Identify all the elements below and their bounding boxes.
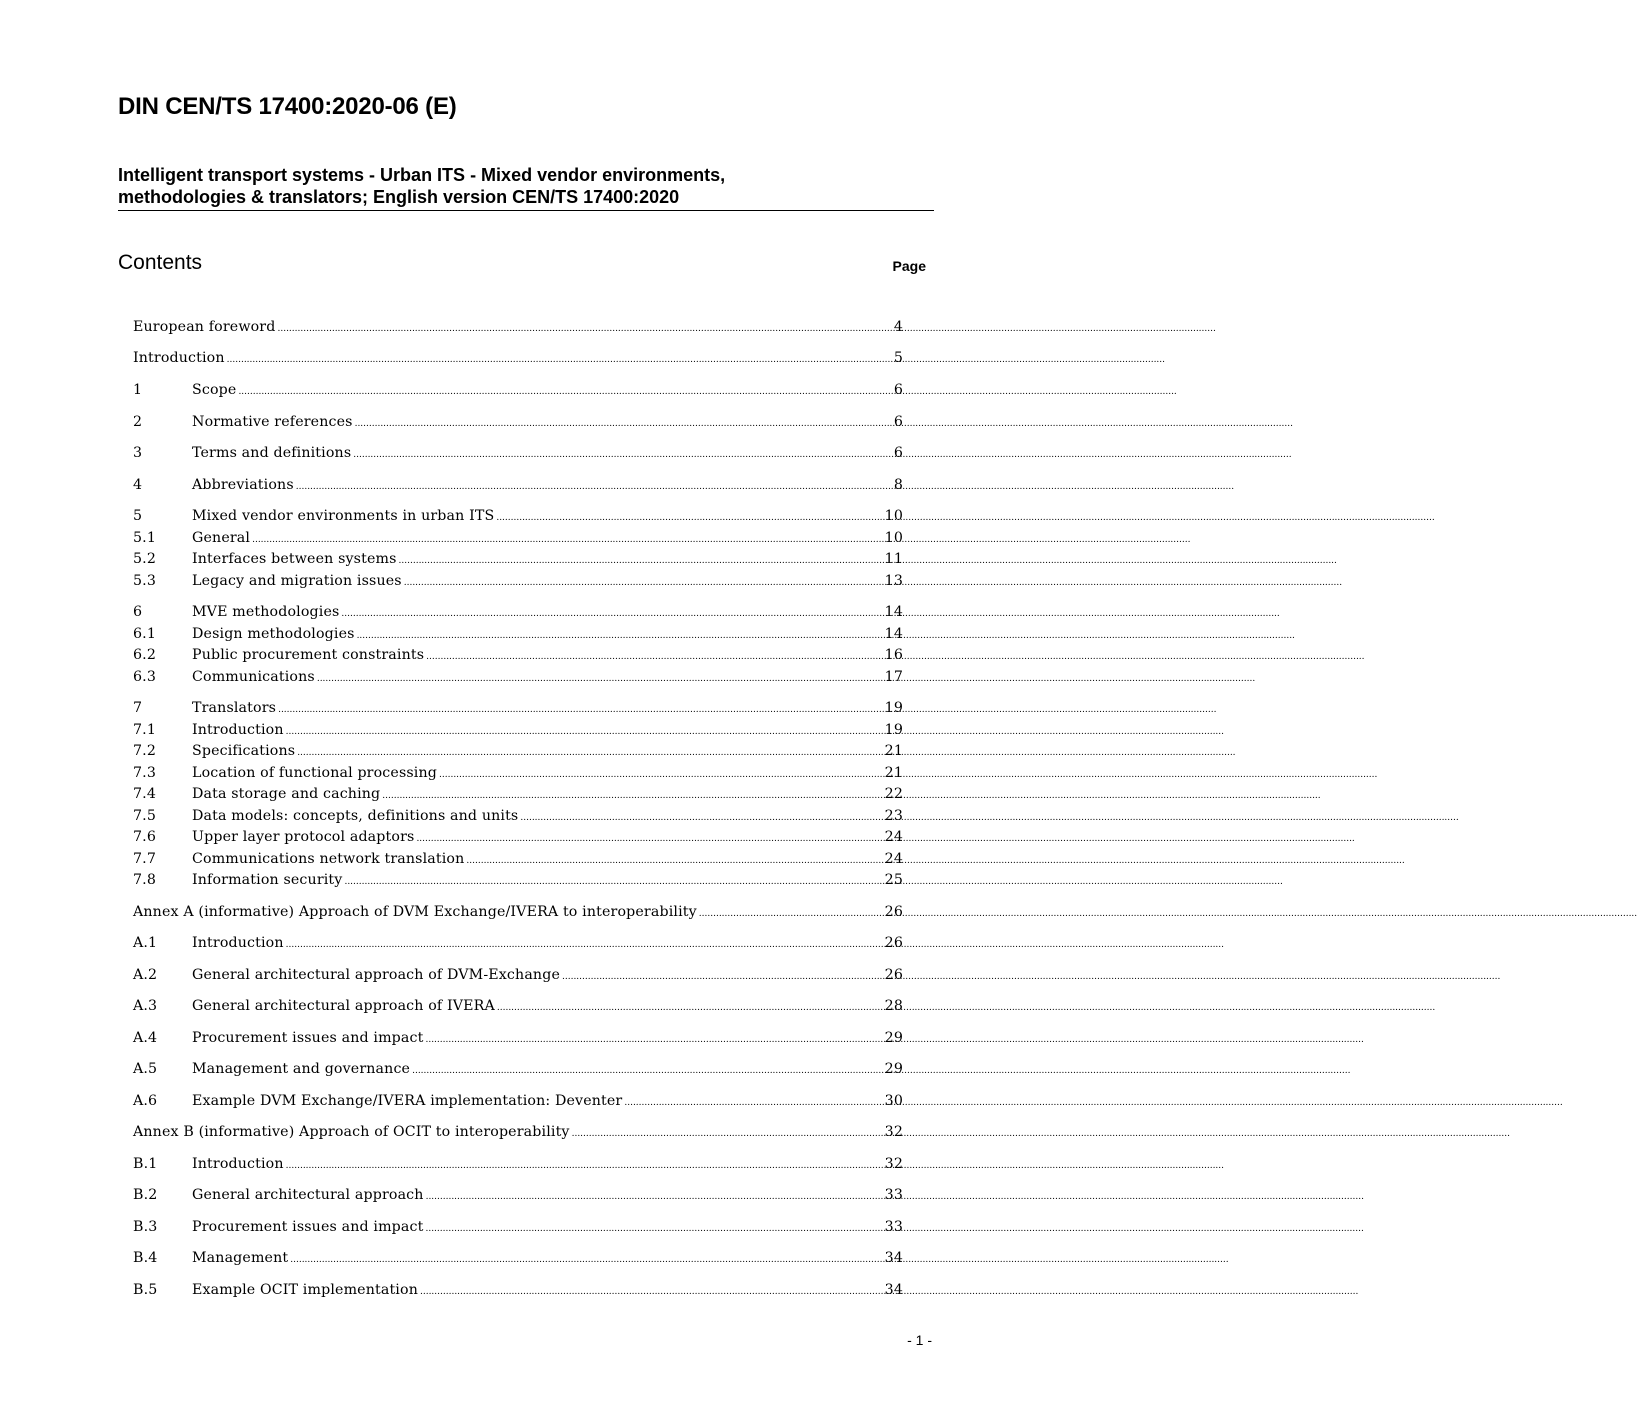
toc-entry-title: Communications network translation <box>192 851 465 867</box>
toc-entry[interactable] <box>133 1185 903 1205</box>
toc-entry-title: Communications <box>192 669 315 685</box>
toc-entry-page: 5 <box>893 350 903 366</box>
toc-entry-title: Introduction <box>192 935 284 951</box>
toc-entry[interactable] <box>133 506 903 526</box>
toc-entry-number: 5.3 <box>133 573 157 589</box>
toc-entry-title: Procurement issues and impact <box>192 1030 424 1046</box>
toc-entry-title: Data storage and caching <box>192 786 381 802</box>
toc-entry[interactable] <box>133 571 903 591</box>
toc-entry[interactable] <box>133 902 903 922</box>
toc-entry[interactable] <box>133 348 903 368</box>
toc-entry-number: 7.6 <box>133 829 157 845</box>
toc-entry-number: B.1 <box>133 1156 158 1172</box>
toc-entry[interactable] <box>133 667 903 687</box>
toc-entry[interactable] <box>133 870 903 890</box>
toc-entry-page: 4 <box>893 319 903 335</box>
toc-entry[interactable] <box>133 1280 903 1300</box>
toc-entry[interactable] <box>133 528 903 548</box>
toc-entry-number: A.5 <box>133 1061 158 1077</box>
toc-dot-leader <box>294 477 894 497</box>
toc-entry-page: 17 <box>884 669 903 685</box>
toc-entry-page: 13 <box>884 573 903 589</box>
toc-entry-title: Legacy and migration issues <box>192 573 402 589</box>
toc-dot-leader <box>423 1030 884 1050</box>
toc-entry-page: 26 <box>884 935 903 951</box>
toc-entry-title: Management and governance <box>192 1061 411 1077</box>
toc-dot-leader <box>437 765 885 785</box>
toc-entry-title: Annex A (informative) Approach of DVM Exchange/IVERA to interoperability <box>133 904 697 920</box>
toc-entry-number: B.3 <box>133 1219 158 1235</box>
toc-entry-title: Public procurement constraints <box>192 647 425 663</box>
document-subtitle <box>118 164 934 208</box>
toc-dot-leader <box>402 573 885 593</box>
toc-entry[interactable] <box>133 763 903 783</box>
toc-entry-title: Management <box>192 1250 289 1266</box>
toc-entry-title: Annex B (informative) Approach of OCIT to interoperability <box>133 1124 570 1140</box>
toc-entry-number: 7.2 <box>133 743 157 759</box>
toc-dot-leader <box>397 551 885 571</box>
toc-entry-page: 14 <box>884 604 903 620</box>
toc-entry-page: 33 <box>884 1219 903 1235</box>
toc-entry-number: 3 <box>133 445 143 461</box>
toc-dot-leader <box>418 1282 885 1302</box>
toc-dot-leader <box>225 350 894 370</box>
toc-dot-leader <box>284 722 885 742</box>
toc-entry-page: 34 <box>884 1282 903 1298</box>
toc-entry-number: A.6 <box>133 1093 158 1109</box>
toc-entry-number: B.5 <box>133 1282 158 1298</box>
toc-entry[interactable] <box>133 549 903 569</box>
toc-entry[interactable] <box>133 602 903 622</box>
toc-entry[interactable] <box>133 475 903 495</box>
toc-entry[interactable] <box>133 412 903 432</box>
toc-entry-title: General architectural approach <box>192 1187 424 1203</box>
toc-entry-title: Information security <box>192 872 343 888</box>
toc-dot-leader <box>414 829 884 849</box>
toc-entry[interactable] <box>133 624 903 644</box>
toc-entry-page: 24 <box>884 851 903 867</box>
toc-entry-title: Introduction <box>192 1156 284 1172</box>
toc-dot-leader <box>284 935 885 955</box>
toc-dot-leader <box>518 808 884 828</box>
toc-entry-title: Design methodologies <box>192 626 355 642</box>
toc-entry-title: Terms and definitions <box>192 445 352 461</box>
toc-entry-number: B.4 <box>133 1250 158 1266</box>
toc-entry-page: 25 <box>884 872 903 888</box>
toc-entry-title: Abbreviations <box>192 477 294 493</box>
toc-entry-number: B.2 <box>133 1187 158 1203</box>
toc-entry-page: 28 <box>884 998 903 1014</box>
toc-entry-number: 5.1 <box>133 530 157 546</box>
toc-entry[interactable] <box>133 849 903 869</box>
contents-heading: Contents <box>118 251 203 274</box>
toc-dot-leader <box>275 319 893 339</box>
toc-entry[interactable] <box>133 1091 903 1111</box>
toc-entry-number: 7.3 <box>133 765 157 781</box>
toc-entry-title: Interfaces between systems <box>192 551 397 567</box>
toc-entry-title: General architectural approach of DVM-Exchange <box>192 967 560 983</box>
toc-entry-number: 2 <box>133 414 143 430</box>
page-number: - 1 - <box>907 1332 932 1348</box>
toc-dot-leader <box>295 743 884 763</box>
toc-entry[interactable] <box>133 1059 903 1079</box>
toc-entry[interactable] <box>133 317 903 337</box>
toc-dot-leader <box>342 872 884 892</box>
toc-entry-number: 6.3 <box>133 669 157 685</box>
toc-entry-title: General <box>192 530 251 546</box>
toc-entry-number: 7.8 <box>133 872 157 888</box>
title-divider <box>118 210 934 211</box>
toc-entry-number: 6.2 <box>133 647 157 663</box>
toc-entry-title: Specifications <box>192 743 296 759</box>
toc-entry-title: Data models: concepts, definitions and units <box>192 808 519 824</box>
toc-entry-title: MVE methodologies <box>192 604 340 620</box>
toc-entry-page: 10 <box>884 530 903 546</box>
toc-entry-number: A.4 <box>133 1030 158 1046</box>
toc-entry-title: General architectural approach of IVERA <box>192 998 495 1014</box>
toc-entry-number: 6.1 <box>133 626 157 642</box>
toc-entry-page: 11 <box>884 551 903 567</box>
toc-entry-page: 8 <box>893 477 903 493</box>
toc-entry-page: 32 <box>884 1156 903 1172</box>
toc-entry-number: 6 <box>133 604 143 620</box>
toc-entry-number: 7 <box>133 700 143 716</box>
toc-entry-title: Normative references <box>192 414 353 430</box>
toc-entry-page: 19 <box>884 700 903 716</box>
toc-entry[interactable] <box>133 996 903 1016</box>
toc-entry-number: A.1 <box>133 935 158 951</box>
toc-entry[interactable] <box>133 380 903 400</box>
toc-entry-page: 6 <box>893 382 903 398</box>
toc-entry-title: European foreword <box>133 319 276 335</box>
toc-entry-title: Introduction <box>192 722 284 738</box>
toc-entry-page: 29 <box>884 1061 903 1077</box>
toc-entry-number: 7.7 <box>133 851 157 867</box>
toc-dot-leader <box>380 786 884 806</box>
toc-dot-leader <box>464 851 884 871</box>
toc-entry-page: 6 <box>893 414 903 430</box>
toc-dot-leader <box>494 508 884 528</box>
toc-entry[interactable] <box>133 1248 903 1268</box>
toc-dot-leader <box>284 1156 885 1176</box>
toc-entry-page: 21 <box>884 743 903 759</box>
toc-entry-page: 32 <box>884 1124 903 1140</box>
toc-entry[interactable] <box>133 1154 903 1174</box>
toc-dot-leader <box>288 1250 884 1270</box>
toc-entry[interactable] <box>133 965 903 985</box>
toc-entry-title: Introduction <box>133 350 225 366</box>
toc-entry-page: 16 <box>884 647 903 663</box>
toc-entry-number: A.3 <box>133 998 158 1014</box>
toc-dot-leader <box>276 700 885 720</box>
toc-entry[interactable] <box>133 1217 903 1237</box>
toc-entry[interactable] <box>133 443 903 463</box>
toc-entry[interactable] <box>133 645 903 665</box>
subtitle-line-1: Intelligent transport systems - Urban ITS - Mixed vendor environments, <box>118 165 726 185</box>
toc-entry-title: Location of functional processing <box>192 765 438 781</box>
toc-entry-title: Mixed vendor environments in urban ITS <box>192 508 495 524</box>
toc-entry-page: 14 <box>884 626 903 642</box>
toc-entry-title: Translators <box>192 700 277 716</box>
document-title: DIN CEN/TS 17400:2020-06 (E) <box>118 93 457 120</box>
toc-entry-page: 19 <box>884 722 903 738</box>
toc-entry-page: 23 <box>884 808 903 824</box>
toc-entry[interactable] <box>133 741 903 761</box>
toc-dot-leader <box>353 414 894 434</box>
toc-dot-leader <box>250 530 885 550</box>
toc-entry-page: 33 <box>884 1187 903 1203</box>
toc-entry-title: Upper layer protocol adaptors <box>192 829 415 845</box>
toc-dot-leader <box>423 1219 884 1239</box>
toc-dot-leader <box>697 904 885 924</box>
toc-entry-page: 34 <box>884 1250 903 1266</box>
subtitle-line-2: methodologies & translators; English version CEN/TS 17400:2020 <box>118 187 680 207</box>
toc-entry-page: 21 <box>884 765 903 781</box>
toc-entry[interactable] <box>133 933 903 953</box>
toc-dot-leader <box>560 967 885 987</box>
toc-dot-leader <box>236 382 893 402</box>
toc-entry-page: 29 <box>884 1030 903 1046</box>
toc-entry[interactable] <box>133 806 903 826</box>
toc-dot-leader <box>424 1187 885 1207</box>
toc-entry[interactable] <box>133 720 903 740</box>
toc-entry-number: 7.4 <box>133 786 157 802</box>
toc-entry-number: 4 <box>133 477 143 493</box>
toc-dot-leader <box>424 647 884 667</box>
toc-dot-leader <box>315 669 885 689</box>
toc-dot-leader <box>355 626 885 646</box>
toc-entry-title: Scope <box>192 382 237 398</box>
toc-entry-number: 5 <box>133 508 143 524</box>
toc-entry-page: 30 <box>884 1093 903 1109</box>
toc-entry-title: Example DVM Exchange/IVERA implementation: Deventer <box>192 1093 623 1109</box>
toc-entry-number: 7.5 <box>133 808 157 824</box>
toc-entry-page: 24 <box>884 829 903 845</box>
toc-entry-number: 7.1 <box>133 722 157 738</box>
toc-dot-leader <box>622 1093 884 1113</box>
toc-entry[interactable] <box>133 1028 903 1048</box>
toc-entry[interactable] <box>133 698 903 718</box>
toc-dot-leader <box>339 604 884 624</box>
toc-entry-page: 26 <box>884 967 903 983</box>
page-column-heading: Page <box>892 258 926 274</box>
toc-dot-leader <box>410 1061 885 1081</box>
toc-entry-number: 5.2 <box>133 551 157 567</box>
toc-entry[interactable] <box>133 1122 903 1142</box>
toc-entry[interactable] <box>133 827 903 847</box>
toc-entry-number: 1 <box>133 382 143 398</box>
toc-entry-title: Procurement issues and impact <box>192 1219 424 1235</box>
toc-dot-leader <box>351 445 894 465</box>
toc-entry[interactable] <box>133 784 903 804</box>
toc-dot-leader <box>495 998 885 1018</box>
toc-entry-number: A.2 <box>133 967 158 983</box>
toc-entry-page: 10 <box>884 508 903 524</box>
toc-entry-page: 22 <box>884 786 903 802</box>
toc-entry-title: Example OCIT implementation <box>192 1282 418 1298</box>
toc-entry-page: 6 <box>893 445 903 461</box>
toc-entry-page: 26 <box>884 904 903 920</box>
toc-dot-leader <box>570 1124 885 1144</box>
